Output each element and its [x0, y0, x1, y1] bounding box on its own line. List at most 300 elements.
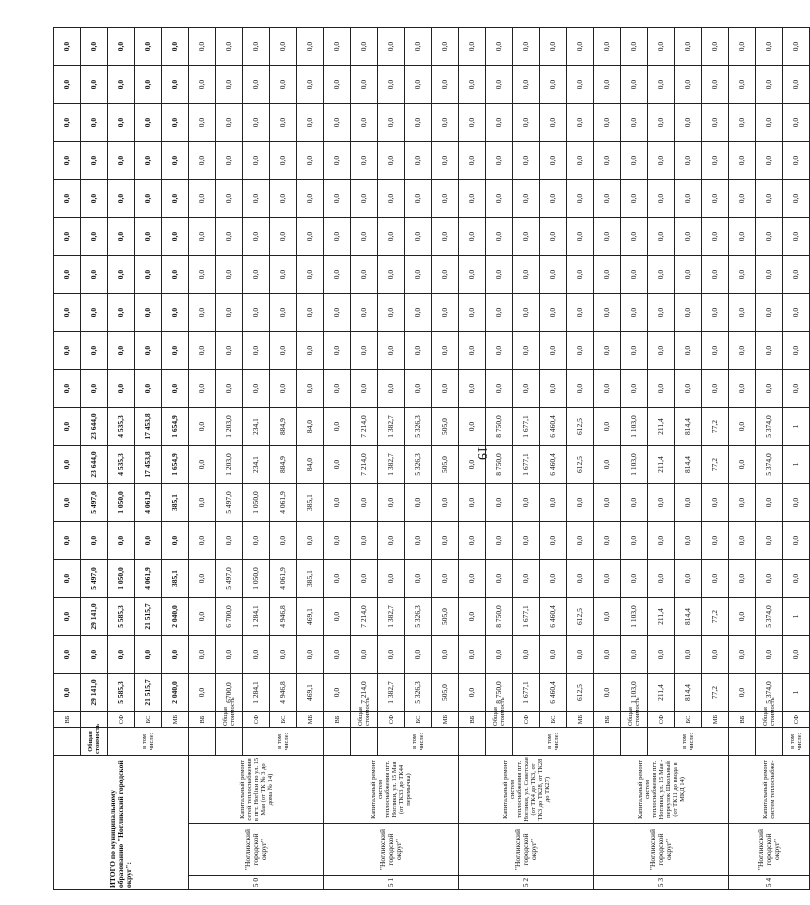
value-cell: 0,0	[135, 142, 162, 180]
value-cell: 0,0	[459, 142, 486, 180]
value-cell: 0,0	[405, 370, 432, 408]
source-label: БС	[540, 712, 567, 728]
value-cell: 0,0	[675, 484, 702, 522]
value-cell: 1 050,0	[243, 484, 270, 522]
value-cell: 0,0	[675, 28, 702, 66]
value-cell: 7 214,0	[351, 674, 378, 712]
value-cell: 0,0	[378, 370, 405, 408]
value-cell: 0,0	[648, 522, 675, 560]
value-cell: 0,0	[405, 560, 432, 598]
value-cell: 7 214,0	[351, 598, 378, 636]
blank-cell	[189, 728, 216, 756]
value-cell: 0,0	[378, 294, 405, 332]
value-cell: 0,0	[594, 256, 621, 294]
value-cell: 0,0	[594, 28, 621, 66]
project-row	[324, 28, 351, 890]
value-cell: 0,0	[459, 522, 486, 560]
value-cell: 0,0	[351, 332, 378, 370]
value-cell: 0,0	[243, 294, 270, 332]
value-cell: 0,0	[54, 560, 81, 598]
value-cell: 0,0	[189, 598, 216, 636]
value-cell: 0,0	[81, 180, 108, 218]
project-description: Капитальный ремонт систем теплоснабжения пгт. Ноглики, ул. Советская (от ТК4 до ТК3, от ТК3 до ТК28, от ТК28 до ТК27)	[459, 756, 594, 824]
value-cell: 0,0	[405, 522, 432, 560]
value-cell: 0,0	[756, 180, 783, 218]
value-cell: 0,0	[270, 66, 297, 104]
value-cell: 0,0	[648, 28, 675, 66]
project-org: "Ногликский городской округ"	[324, 824, 459, 876]
value-cell: 0,0	[702, 636, 729, 674]
value-cell: 0,0	[783, 560, 810, 598]
value-cell: 0,0	[324, 484, 351, 522]
value-cell: 0,0	[459, 180, 486, 218]
source-label: Общая стоимость	[621, 712, 648, 728]
value-cell: 0,0	[486, 636, 513, 674]
incl-label: в том числе:	[243, 728, 324, 756]
value-cell: 0,0	[216, 142, 243, 180]
value-cell: 0,0	[324, 28, 351, 66]
value-cell: 0,0	[189, 294, 216, 332]
value-cell: 1 654,9	[162, 446, 189, 484]
value-cell: 0,0	[216, 218, 243, 256]
value-cell: 0,0	[621, 294, 648, 332]
value-cell: 0,0	[108, 370, 135, 408]
value-cell: 0,0	[459, 408, 486, 446]
value-cell: 1	[783, 598, 810, 636]
value-cell: 2 040,0	[162, 598, 189, 636]
value-cell: 0,0	[189, 560, 216, 598]
value-cell: 0,0	[135, 104, 162, 142]
value-cell: 0,0	[378, 180, 405, 218]
value-cell: 0,0	[81, 256, 108, 294]
value-cell: 5 374,0	[756, 408, 783, 446]
value-cell: 0,0	[351, 256, 378, 294]
value-cell: 0,0	[351, 180, 378, 218]
value-cell: 0,0	[567, 636, 594, 674]
value-cell: 1	[783, 408, 810, 446]
value-cell: 17 453,8	[135, 446, 162, 484]
value-cell: 814,4	[675, 674, 702, 712]
value-cell: 0,0	[54, 636, 81, 674]
value-cell: 5 497,0	[81, 484, 108, 522]
value-cell: 0,0	[351, 104, 378, 142]
value-cell: 0,0	[324, 142, 351, 180]
value-cell: 505,0	[432, 408, 459, 446]
value-cell: 0,0	[216, 180, 243, 218]
value-cell: 0,0	[243, 180, 270, 218]
value-cell: 0,0	[108, 256, 135, 294]
value-cell: 0,0	[324, 66, 351, 104]
source-label: СФ	[513, 712, 540, 728]
value-cell: 77,2	[702, 598, 729, 636]
value-cell: 0,0	[513, 28, 540, 66]
value-cell: 0,0	[378, 484, 405, 522]
value-cell: 0,0	[648, 636, 675, 674]
value-cell: 814,4	[675, 408, 702, 446]
value-cell: 0,0	[351, 294, 378, 332]
value-cell: 0,0	[324, 218, 351, 256]
value-cell: 1 050,0	[108, 484, 135, 522]
value-cell: 84,0	[297, 408, 324, 446]
value-cell: 4 946,8	[270, 598, 297, 636]
value-cell: 0,0	[405, 142, 432, 180]
value-cell: 6 460,4	[540, 674, 567, 712]
value-cell: 1 103,0	[621, 408, 648, 446]
value-cell: 0,0	[243, 142, 270, 180]
value-cell: 0,0	[486, 370, 513, 408]
value-cell: 0,0	[459, 332, 486, 370]
value-cell: 0,0	[729, 484, 756, 522]
value-cell: 0,0	[486, 28, 513, 66]
project-row	[594, 28, 621, 890]
itogo-incl-label: в том числе:	[108, 728, 189, 756]
project-row	[459, 28, 486, 890]
value-cell: 0,0	[108, 294, 135, 332]
value-cell: 0,0	[54, 104, 81, 142]
value-cell: 0,0	[81, 66, 108, 104]
source-label: ВБ	[729, 712, 756, 728]
value-cell: 0,0	[297, 256, 324, 294]
value-cell: 0,0	[108, 636, 135, 674]
incl-label: в том числе:	[783, 728, 810, 756]
itogo-label: ИТОГО по муниципальному образованию "Ногликский городской округ":	[54, 756, 189, 890]
value-cell: 884,9	[270, 408, 297, 446]
value-cell: 0,0	[702, 104, 729, 142]
value-cell: 0,0	[540, 522, 567, 560]
value-cell: 0,0	[135, 66, 162, 104]
source-label: БС	[405, 712, 432, 728]
value-cell: 0,0	[432, 522, 459, 560]
value-cell: 0,0	[621, 66, 648, 104]
value-cell: 0,0	[594, 598, 621, 636]
value-cell: 0,0	[216, 370, 243, 408]
value-cell: 0,0	[540, 142, 567, 180]
value-cell: 0,0	[513, 142, 540, 180]
incl-label: в том числе:	[378, 728, 459, 756]
value-cell: 4 061,9	[135, 560, 162, 598]
value-cell: 0,0	[108, 28, 135, 66]
value-cell: 0,0	[135, 636, 162, 674]
value-cell: 0,0	[351, 370, 378, 408]
value-cell: 0,0	[405, 256, 432, 294]
value-cell: 0,0	[594, 142, 621, 180]
value-cell: 0,0	[594, 560, 621, 598]
value-cell: 0,0	[675, 370, 702, 408]
value-cell: 0,0	[432, 636, 459, 674]
value-cell: 0,0	[729, 66, 756, 104]
value-cell: 0,0	[162, 180, 189, 218]
value-cell: 0,0	[756, 142, 783, 180]
value-cell: 0,0	[324, 294, 351, 332]
value-cell: 0,0	[378, 560, 405, 598]
value-cell: 0,0	[729, 180, 756, 218]
value-cell: 0,0	[567, 66, 594, 104]
value-cell: 0,0	[135, 218, 162, 256]
value-cell: 0,0	[486, 142, 513, 180]
value-cell: 1 103,0	[621, 446, 648, 484]
value-cell: 0,0	[702, 332, 729, 370]
value-cell: 0,0	[297, 66, 324, 104]
value-cell: 0,0	[567, 294, 594, 332]
value-cell: 0,0	[513, 104, 540, 142]
value-cell: 0,0	[486, 332, 513, 370]
value-cell: 1	[783, 674, 810, 712]
value-cell: 0,0	[324, 674, 351, 712]
value-cell: 23 644,0	[81, 446, 108, 484]
value-cell: 0,0	[675, 256, 702, 294]
value-cell: 0,0	[54, 674, 81, 712]
blank-cell	[621, 728, 648, 756]
value-cell: 0,0	[756, 28, 783, 66]
value-cell: 0,0	[540, 28, 567, 66]
value-cell: 0,0	[243, 66, 270, 104]
value-cell: 0,0	[459, 446, 486, 484]
value-cell: 0,0	[54, 408, 81, 446]
value-cell: 612,5	[567, 408, 594, 446]
value-cell: 0,0	[324, 104, 351, 142]
value-cell: 1 382,7	[378, 446, 405, 484]
value-cell: 1 103,0	[621, 674, 648, 712]
value-cell: 0,0	[594, 484, 621, 522]
value-cell: 0,0	[297, 180, 324, 218]
value-cell: 0,0	[243, 636, 270, 674]
value-cell: 0,0	[459, 598, 486, 636]
blank-cell	[216, 728, 243, 756]
value-cell: 0,0	[540, 256, 567, 294]
value-cell: 0,0	[54, 522, 81, 560]
value-cell: 5 497,0	[216, 484, 243, 522]
value-cell: 0,0	[648, 104, 675, 142]
value-cell: 0,0	[702, 66, 729, 104]
value-cell: 0,0	[324, 560, 351, 598]
value-cell: 0,0	[270, 370, 297, 408]
value-cell: 0,0	[108, 522, 135, 560]
value-cell: 0,0	[621, 522, 648, 560]
source-label: МБ	[702, 712, 729, 728]
value-cell: 0,0	[729, 256, 756, 294]
value-cell: 0,0	[216, 636, 243, 674]
value-cell: 0,0	[108, 142, 135, 180]
value-cell: 0,0	[351, 522, 378, 560]
value-cell: 0,0	[108, 332, 135, 370]
value-cell: 0,0	[324, 636, 351, 674]
value-cell: 1 677,1	[513, 598, 540, 636]
value-cell: 5 326,3	[405, 408, 432, 446]
value-cell: 884,9	[270, 446, 297, 484]
value-cell: 29 141,0	[81, 598, 108, 636]
value-cell: 0,0	[81, 218, 108, 256]
value-cell: 0,0	[540, 66, 567, 104]
value-cell: 0,0	[621, 104, 648, 142]
value-cell: 0,0	[783, 142, 810, 180]
value-cell: 5 374,0	[756, 674, 783, 712]
value-cell: 0,0	[405, 104, 432, 142]
source-label: Общая стоимость	[216, 712, 243, 728]
value-cell: 0,0	[378, 256, 405, 294]
value-cell: 5 326,3	[405, 598, 432, 636]
source-label: МБ	[567, 712, 594, 728]
value-cell: 0,0	[783, 332, 810, 370]
value-cell: 0,0	[243, 332, 270, 370]
source-label: СФ	[243, 712, 270, 728]
value-cell: 4 535,3	[108, 446, 135, 484]
value-cell: 1 382,7	[378, 408, 405, 446]
value-cell: 0,0	[783, 256, 810, 294]
value-cell: 0,0	[351, 28, 378, 66]
value-cell: 0,0	[432, 180, 459, 218]
value-cell: 0,0	[81, 142, 108, 180]
value-cell: 469,1	[297, 674, 324, 712]
value-cell: 0,0	[756, 104, 783, 142]
value-cell: 0,0	[540, 332, 567, 370]
value-cell: 0,0	[648, 370, 675, 408]
value-cell: 0,0	[81, 636, 108, 674]
blank-cell	[54, 728, 81, 756]
value-cell: 0,0	[540, 560, 567, 598]
value-cell: 0,0	[729, 408, 756, 446]
value-cell: 0,0	[81, 28, 108, 66]
value-cell: 0,0	[270, 256, 297, 294]
project-number: 5 0	[189, 876, 324, 890]
value-cell: 5 326,3	[405, 674, 432, 712]
value-cell: 0,0	[162, 522, 189, 560]
value-cell: 1 382,7	[378, 674, 405, 712]
value-cell: 0,0	[783, 218, 810, 256]
value-cell: 0,0	[324, 180, 351, 218]
value-cell: 0,0	[378, 218, 405, 256]
value-cell: 0,0	[675, 218, 702, 256]
value-cell: 0,0	[567, 370, 594, 408]
value-cell: 0,0	[378, 332, 405, 370]
value-cell: 0,0	[459, 370, 486, 408]
value-cell: 77,2	[702, 674, 729, 712]
value-cell: 0,0	[189, 370, 216, 408]
project-number: 5 2	[459, 876, 594, 890]
value-cell: 0,0	[621, 218, 648, 256]
value-cell: 0,0	[513, 370, 540, 408]
value-cell: 0,0	[432, 104, 459, 142]
value-cell: 0,0	[189, 484, 216, 522]
value-cell: 0,0	[81, 294, 108, 332]
value-cell: 234,1	[243, 446, 270, 484]
value-cell: 0,0	[675, 180, 702, 218]
value-cell: 505,0	[432, 446, 459, 484]
incl-label: в том числе:	[648, 728, 729, 756]
project-org: "Ногликский городской округ"	[189, 824, 324, 876]
value-cell: 0,0	[729, 674, 756, 712]
value-cell: 5 497,0	[81, 560, 108, 598]
value-cell: 0,0	[216, 256, 243, 294]
value-cell: 612,5	[567, 446, 594, 484]
value-cell: 0,0	[189, 28, 216, 66]
value-cell: 0,0	[756, 294, 783, 332]
value-cell: 0,0	[756, 218, 783, 256]
blank-cell	[324, 728, 351, 756]
value-cell: 0,0	[729, 598, 756, 636]
value-cell: 0,0	[108, 218, 135, 256]
value-cell: 0,0	[783, 180, 810, 218]
project-row	[729, 28, 756, 890]
value-cell: 0,0	[378, 104, 405, 142]
value-cell: 0,0	[648, 294, 675, 332]
value-cell: 211,4	[648, 408, 675, 446]
value-cell: 0,0	[54, 598, 81, 636]
value-cell: 0,0	[729, 218, 756, 256]
value-cell: 0,0	[486, 104, 513, 142]
value-cell: 0,0	[378, 142, 405, 180]
value-cell: 0,0	[432, 370, 459, 408]
value-cell: 0,0	[216, 28, 243, 66]
value-cell: 0,0	[432, 484, 459, 522]
value-cell: 0,0	[486, 560, 513, 598]
value-cell: 0,0	[297, 294, 324, 332]
blank-cell	[351, 728, 378, 756]
value-cell: 0,0	[54, 66, 81, 104]
source-label: ВБ	[459, 712, 486, 728]
value-cell: 1 677,1	[513, 446, 540, 484]
value-cell: 0,0	[486, 294, 513, 332]
value-cell: 0,0	[351, 560, 378, 598]
value-cell: 0,0	[54, 370, 81, 408]
value-cell: 0,0	[189, 674, 216, 712]
value-cell: 1 050,0	[243, 560, 270, 598]
value-cell: 0,0	[729, 104, 756, 142]
value-cell: 0,0	[594, 104, 621, 142]
value-cell: 385,1	[297, 560, 324, 598]
value-cell: 0,0	[648, 332, 675, 370]
value-cell: 0,0	[702, 180, 729, 218]
value-cell: 0,0	[783, 294, 810, 332]
source-label: ВБ	[189, 712, 216, 728]
value-cell: 17 453,8	[135, 408, 162, 446]
value-cell: 0,0	[378, 66, 405, 104]
value-cell: 0,0	[243, 218, 270, 256]
value-cell: 0,0	[81, 104, 108, 142]
value-cell: 0,0	[486, 256, 513, 294]
value-cell: 0,0	[162, 66, 189, 104]
value-cell: 0,0	[459, 484, 486, 522]
value-cell: 0,0	[351, 66, 378, 104]
value-cell: 385,1	[162, 560, 189, 598]
value-cell: 0,0	[324, 522, 351, 560]
project-number: 5 3	[594, 876, 729, 890]
value-cell: 505,0	[432, 674, 459, 712]
value-cell: 0,0	[162, 218, 189, 256]
value-cell: 0,0	[189, 180, 216, 218]
project-description: Капитальный ремонт систем теплоснабжения пгт. Ноглики, ул. 15 Мая - переулок Школьный (от ТК11 до ввода в МКД 14)	[594, 756, 729, 824]
value-cell: 0,0	[432, 256, 459, 294]
project-number: 5 1	[324, 876, 459, 890]
value-cell: 0,0	[54, 294, 81, 332]
source-label: МБ	[297, 712, 324, 728]
value-cell: 0,0	[540, 218, 567, 256]
value-cell: 0,0	[756, 256, 783, 294]
value-cell: 0,0	[378, 522, 405, 560]
value-cell: 0,0	[324, 256, 351, 294]
value-cell: 0,0	[675, 66, 702, 104]
value-cell: 0,0	[621, 560, 648, 598]
value-cell: 0,0	[648, 218, 675, 256]
value-cell: 0,0	[54, 332, 81, 370]
value-cell: 0,0	[81, 332, 108, 370]
value-cell: 0,0	[135, 28, 162, 66]
value-cell: 0,0	[459, 256, 486, 294]
value-cell: 0,0	[594, 408, 621, 446]
value-cell: 0,0	[729, 28, 756, 66]
project-number: 5 4	[729, 876, 810, 890]
value-cell: 0,0	[648, 142, 675, 180]
value-cell: 0,0	[729, 522, 756, 560]
